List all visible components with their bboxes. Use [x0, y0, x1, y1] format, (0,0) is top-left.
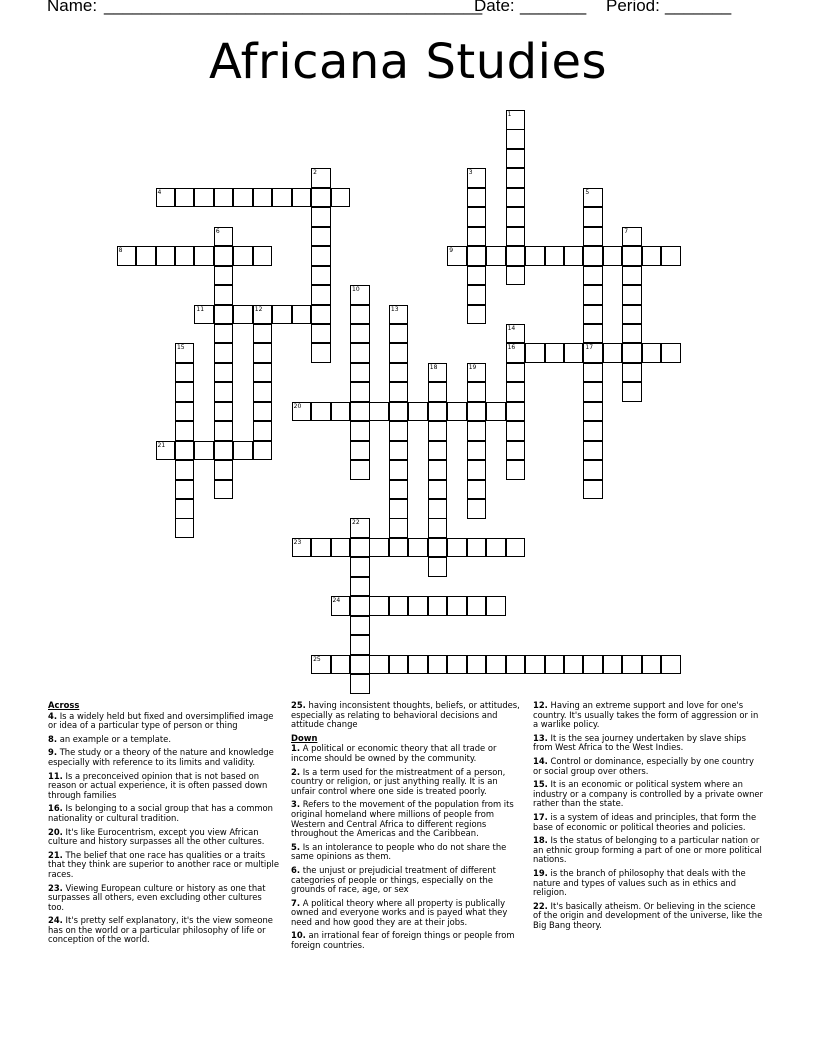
grid-cell[interactable]	[408, 538, 428, 558]
grid-cell[interactable]	[428, 382, 448, 402]
grid-cell[interactable]	[369, 402, 389, 422]
grid-cell[interactable]	[292, 188, 312, 208]
grid-cell[interactable]	[214, 305, 234, 325]
date-label: Date:	[474, 0, 515, 15]
grid-cell[interactable]	[175, 441, 195, 461]
grid-cell[interactable]	[467, 363, 487, 383]
clue-number-2: 2	[313, 169, 317, 177]
grid-cell[interactable]	[525, 655, 545, 675]
grid-cell[interactable]	[331, 538, 351, 558]
grid-cell[interactable]	[467, 480, 487, 500]
grid-cell[interactable]	[350, 518, 370, 538]
clue-number-7: 7	[624, 227, 629, 235]
grid-cell[interactable]	[311, 324, 331, 344]
grid-cell[interactable]	[350, 655, 370, 675]
grid-cell[interactable]	[272, 305, 292, 325]
grid-cell[interactable]	[389, 499, 409, 519]
grid-cell[interactable]	[583, 227, 603, 247]
grid-cell[interactable]	[389, 421, 409, 441]
grid-cell[interactable]	[350, 421, 370, 441]
period-line[interactable]: _______	[665, 0, 732, 15]
grid-cell[interactable]	[214, 480, 234, 500]
grid-cell[interactable]	[233, 305, 253, 325]
clue-down-1: 1. A political or economic theory that all trade or income should be owned by the community.	[291, 743, 497, 763]
clue-across-25: 25. having inconsistent thoughts, beliefs, or attitudes, especially as relating to behavioral decisions and attitude change	[291, 700, 520, 730]
grid-cell[interactable]	[428, 441, 448, 461]
grid-cell[interactable]	[175, 402, 195, 422]
clue-down-14: 14. Control or dominance, especially by one country or social group over others.	[533, 755, 754, 776]
grid-cell[interactable]	[175, 246, 195, 266]
grid-cell[interactable]	[622, 305, 642, 325]
grid-cell[interactable]	[447, 655, 467, 675]
grid-cell[interactable]	[525, 246, 545, 266]
grid-cell[interactable]	[467, 246, 487, 266]
grid-cell[interactable]	[583, 246, 603, 266]
grid-cell[interactable]	[194, 441, 214, 461]
clue-down-7: 7. A political theory where all property is publically owned and everyone works and is payed what they need and how good they are at their jobs.	[291, 897, 508, 927]
grid-cell[interactable]	[408, 655, 428, 675]
grid-cell[interactable]	[156, 441, 176, 461]
grid-cell[interactable]	[311, 343, 331, 363]
grid-cell[interactable]	[506, 382, 526, 402]
clue-number-25: 25	[313, 655, 321, 663]
grid-cell[interactable]	[486, 538, 506, 558]
grid-cell[interactable]	[506, 110, 526, 130]
grid-cell[interactable]	[467, 285, 487, 305]
grid-cell[interactable]	[583, 324, 603, 344]
clue-number-1: 1	[507, 111, 512, 118]
grid-cell[interactable]	[214, 382, 234, 402]
grid-cell[interactable]	[467, 538, 487, 558]
grid-cell[interactable]	[506, 227, 526, 247]
clue-down-19: 19. is the branch of philosophy that deals with the nature and types of values such as in ethics and religion.	[533, 867, 746, 898]
grid-cell[interactable]	[311, 538, 331, 558]
grid-cell[interactable]	[467, 655, 487, 675]
grid-cell[interactable]	[389, 343, 409, 363]
grid-cell[interactable]	[331, 188, 351, 208]
grid-cell[interactable]	[428, 421, 448, 441]
grid-cell[interactable]	[350, 557, 370, 577]
grid-cell[interactable]	[506, 266, 526, 286]
grid-cell[interactable]	[350, 343, 370, 363]
clue-number-13: 13	[390, 305, 399, 313]
grid-cell[interactable]	[233, 246, 253, 266]
grid-cell[interactable]	[350, 305, 370, 325]
grid-cell[interactable]	[467, 305, 487, 325]
clue-number-5: 5	[585, 188, 590, 196]
grid-cell[interactable]	[622, 285, 642, 305]
grid-cell[interactable]	[253, 441, 273, 461]
clue-number-15: 15	[176, 344, 185, 352]
clue-number-19: 19	[468, 363, 477, 371]
clue-number-12: 12	[254, 305, 263, 313]
grid-cell[interactable]	[156, 246, 176, 266]
grid-cell[interactable]	[292, 305, 312, 325]
grid-cell[interactable]	[583, 343, 603, 363]
grid-cell[interactable]	[350, 382, 370, 402]
grid-cell[interactable]	[661, 655, 681, 675]
grid-cell[interactable]	[545, 655, 565, 675]
grid-cell[interactable]	[253, 343, 273, 363]
grid-cell[interactable]	[506, 441, 526, 461]
clues-column-2	[291, 701, 523, 955]
grid-cell[interactable]	[253, 382, 273, 402]
grid-cell[interactable]	[175, 518, 195, 538]
grid-cell[interactable]	[545, 343, 565, 363]
clue-number-6: 6	[215, 227, 220, 235]
grid-cell[interactable]	[311, 285, 331, 305]
grid-cell[interactable]	[175, 460, 195, 480]
grid-cell[interactable]	[583, 655, 603, 675]
clue-number-11: 11	[196, 305, 205, 313]
clue-down-18: 18. Is the status of belonging to a particular nation or an ethnic group forming a part of one or more political nations.	[533, 835, 762, 865]
grid-cell[interactable]	[389, 480, 409, 500]
grid-cell[interactable]	[194, 188, 214, 208]
grid-cell[interactable]	[331, 596, 351, 616]
grid-cell[interactable]	[214, 343, 234, 363]
grid-cell[interactable]	[389, 363, 409, 383]
clue-number-18: 18	[429, 363, 438, 371]
grid-cell[interactable]	[369, 596, 389, 616]
name-label: Name:	[47, 0, 98, 15]
grid-cell[interactable]	[253, 305, 273, 325]
period-label: Period:	[606, 0, 660, 15]
clue-down-2: 2. Is a term used for the mistreatment of a person, country or religion, or just anything really. It is an unfair control where one side is treated poorly.	[291, 766, 506, 796]
clue-number-17: 17	[585, 344, 594, 352]
grid-cell[interactable]	[389, 305, 409, 325]
grid-cell[interactable]	[583, 421, 603, 441]
grid-cell[interactable]	[506, 129, 526, 149]
clue-number-4: 4	[157, 188, 162, 196]
grid-cell[interactable]	[214, 402, 234, 422]
grid-cell[interactable]	[583, 363, 603, 383]
clues-column-1	[48, 701, 280, 949]
clue-number-22: 22	[352, 519, 360, 527]
grid-cell[interactable]	[467, 460, 487, 480]
grid-cell[interactable]	[253, 402, 273, 422]
grid-cell[interactable]	[447, 402, 467, 422]
clue-number-10: 10	[352, 286, 360, 294]
clue-number-8: 8	[118, 247, 123, 255]
grid-cell[interactable]	[214, 246, 234, 266]
clue-down-10: 10. an irrational fear of foreign things or people from foreign countries.	[291, 930, 515, 951]
clue-number-3: 3	[468, 169, 473, 177]
grid-cell[interactable]	[253, 246, 273, 266]
grid-cell[interactable]	[622, 266, 642, 286]
clue-across-9: 9. The study or a theory of the nature and knowledge especially with reference to its limits and validity.	[48, 747, 274, 767]
clue-number-16: 16	[507, 344, 516, 352]
grid-cell[interactable]	[350, 577, 370, 597]
grid-cell[interactable]	[622, 246, 642, 266]
grid-cell[interactable]	[506, 324, 526, 344]
grid-cell[interactable]	[350, 441, 370, 461]
grid-cell[interactable]	[428, 499, 448, 519]
grid-cell[interactable]	[214, 460, 234, 480]
grid-cell[interactable]	[467, 188, 487, 208]
clue-number-23: 23	[293, 538, 302, 546]
grid-cell[interactable]	[447, 246, 467, 266]
grid-cell[interactable]	[467, 227, 487, 247]
grid-cell[interactable]	[506, 538, 526, 558]
clues-column-3	[533, 701, 765, 934]
clue-number-20: 20	[293, 402, 302, 410]
grid-cell[interactable]	[214, 324, 234, 344]
grid-cell[interactable]	[583, 480, 603, 500]
grid-cell[interactable]	[506, 655, 526, 675]
grid-cell[interactable]	[233, 441, 253, 461]
grid-cell[interactable]	[175, 421, 195, 441]
grid-cell[interactable]	[661, 246, 681, 266]
grid-cell[interactable]	[506, 460, 526, 480]
grid-cell[interactable]	[622, 382, 642, 402]
clue-down-12: 12. Having an extreme support and love for one's country. It's usually takes the form of aggression or in a warlike policy.	[533, 700, 759, 730]
grid-cell[interactable]	[428, 557, 448, 577]
grid-cell[interactable]	[467, 402, 487, 422]
grid-cell[interactable]	[311, 207, 331, 227]
grid-cell[interactable]	[214, 363, 234, 383]
clue-down-15: 15. It is an economic or political system where an industry or a company is controlled by a private owner rather than the state.	[533, 779, 763, 809]
grid-cell[interactable]	[603, 655, 623, 675]
grid-cell[interactable]	[175, 382, 195, 402]
grid-cell[interactable]	[389, 441, 409, 461]
grid-cell[interactable]	[583, 305, 603, 325]
grid-cell[interactable]	[350, 324, 370, 344]
grid-cell[interactable]	[467, 207, 487, 227]
clue-number-9: 9	[449, 247, 454, 255]
grid-cell[interactable]	[622, 363, 642, 383]
grid-cell[interactable]	[408, 596, 428, 616]
clue-across-23: 23. Viewing European culture or history as one that surpasses all others, even excluding other cultures too.	[48, 882, 266, 912]
grid-cell[interactable]	[506, 188, 526, 208]
clue-across-16: 16. Is belonging to a social group that has a common nationality or cultural tradition.	[48, 803, 273, 823]
clue-number-21: 21	[157, 441, 166, 449]
grid-cell[interactable]	[311, 655, 331, 675]
grid-cell[interactable]	[311, 168, 331, 188]
grid-cell[interactable]	[214, 227, 234, 247]
grid-cell[interactable]	[467, 421, 487, 441]
grid-cell[interactable]	[506, 149, 526, 169]
grid-cell[interactable]	[408, 402, 428, 422]
grid-cell[interactable]	[486, 655, 506, 675]
grid-cell[interactable]	[350, 538, 370, 558]
grid-cell[interactable]	[311, 227, 331, 247]
grid-cell[interactable]	[583, 382, 603, 402]
clue-across-20: 20. It's like Eurocentrism, except you view African culture and history surpasses all the other cultures.	[48, 826, 265, 847]
grid-cell[interactable]	[117, 246, 137, 266]
clue-down-5: 5. Is an intolerance to people who do not share the same opinions as them.	[291, 841, 507, 862]
grid-cell[interactable]	[428, 655, 448, 675]
grid-cell[interactable]	[350, 285, 370, 305]
clue-down-22: 22. It's basically atheism. Or believing in the science of the origin and development of the universe, like the Big Bang theory.	[533, 900, 763, 930]
grid-cell[interactable]	[486, 402, 506, 422]
grid-cell[interactable]	[506, 421, 526, 441]
grid-cell[interactable]	[369, 538, 389, 558]
grid-cell[interactable]	[175, 188, 195, 208]
grid-cell[interactable]	[467, 168, 487, 188]
grid-cell[interactable]	[447, 596, 467, 616]
down-heading: Down	[291, 732, 318, 743]
grid-cell[interactable]	[253, 324, 273, 344]
clue-across-24: 24. It's pretty self explanatory, it's the view someone has on the world or a particular philosophy of life or conception of the world.	[48, 915, 273, 945]
grid-cell[interactable]	[642, 655, 662, 675]
grid-cell[interactable]	[467, 266, 487, 286]
grid-cell[interactable]	[467, 596, 487, 616]
grid-cell[interactable]	[175, 343, 195, 363]
grid-cell[interactable]	[467, 382, 487, 402]
grid-cell[interactable]	[428, 402, 448, 422]
grid-cell[interactable]	[428, 480, 448, 500]
clue-across-21: 21. The belief that one race has qualities or a traits that they think are superior to another race or multiple races.	[48, 849, 280, 879]
page-title: Africana Studies	[208, 34, 608, 90]
grid-cell[interactable]	[214, 285, 234, 305]
grid-cell[interactable]	[583, 207, 603, 227]
grid-cell[interactable]	[389, 402, 409, 422]
grid-cell[interactable]	[350, 363, 370, 383]
clue-down-13: 13. It is the sea journey undertaken by slave ships from West Africa to the West Indies.	[533, 732, 746, 753]
grid-cell[interactable]	[564, 246, 584, 266]
grid-cell[interactable]	[253, 421, 273, 441]
grid-cell[interactable]	[214, 421, 234, 441]
grid-cell[interactable]	[350, 635, 370, 655]
grid-cell[interactable]	[194, 246, 214, 266]
grid-cell[interactable]	[369, 655, 389, 675]
grid-cell[interactable]	[428, 596, 448, 616]
grid-cell[interactable]	[292, 402, 312, 422]
grid-cell[interactable]	[486, 596, 506, 616]
grid-cell[interactable]	[506, 246, 526, 266]
grid-cell[interactable]	[583, 266, 603, 286]
grid-cell[interactable]	[564, 655, 584, 675]
grid-cell[interactable]	[447, 538, 467, 558]
grid-cell[interactable]	[506, 363, 526, 383]
grid-cell[interactable]	[583, 188, 603, 208]
grid-cell[interactable]	[214, 441, 234, 461]
grid-cell[interactable]	[311, 305, 331, 325]
grid-cell[interactable]	[331, 402, 351, 422]
grid-cell[interactable]	[214, 188, 234, 208]
grid-cell[interactable]	[428, 538, 448, 558]
grid-cell[interactable]	[428, 363, 448, 383]
grid-cell[interactable]	[506, 207, 526, 227]
grid-cell[interactable]	[350, 460, 370, 480]
grid-cell[interactable]	[583, 402, 603, 422]
grid-cell[interactable]	[603, 246, 623, 266]
clue-down-3: 3. Refers to the movement of the population from its original homeland where millions of people from Western and Central Africa to different regions throughout the Americas and the Caribbean.	[291, 799, 514, 839]
grid-cell[interactable]	[136, 246, 156, 266]
grid-cell[interactable]	[622, 655, 642, 675]
grid-cell[interactable]	[175, 499, 195, 519]
grid-cell[interactable]	[389, 538, 409, 558]
grid-cell[interactable]	[622, 324, 642, 344]
grid-cell[interactable]	[467, 499, 487, 519]
grid-cell[interactable]	[311, 246, 331, 266]
name-line[interactable]: ________________________________________	[104, 0, 483, 15]
grid-cell[interactable]	[506, 402, 526, 422]
grid-cell[interactable]	[467, 441, 487, 461]
grid-cell[interactable]	[506, 343, 526, 363]
grid-cell[interactable]	[389, 324, 409, 344]
clue-number-14: 14	[507, 324, 516, 332]
grid-cell[interactable]	[331, 655, 351, 675]
grid-cell[interactable]	[486, 246, 506, 266]
clue-number-24: 24	[332, 597, 341, 605]
grid-cell[interactable]	[350, 674, 370, 694]
grid-cell[interactable]	[642, 246, 662, 266]
date-line[interactable]: _______	[520, 0, 587, 15]
across-heading: Across	[48, 700, 80, 710]
clue-across-8: 8. an example or a template.	[48, 733, 171, 744]
grid-cell[interactable]	[175, 480, 195, 500]
grid-cell[interactable]	[214, 266, 234, 286]
grid-cell[interactable]	[525, 343, 545, 363]
grid-cell[interactable]	[622, 227, 642, 247]
grid-cell[interactable]	[389, 518, 409, 538]
grid-cell[interactable]	[350, 616, 370, 636]
clue-across-4: 4. Is a widely held but fixed and oversimplified image or idea of a particular type of person or thing	[48, 710, 274, 731]
grid-cell[interactable]	[194, 305, 214, 325]
grid-cell[interactable]	[545, 246, 565, 266]
grid-cell[interactable]	[583, 460, 603, 480]
clue-across-11: 11. Is a preconceived opinion that is not based on reason or actual experience, it is often passed down through families	[48, 770, 268, 800]
grid-cell[interactable]	[389, 655, 409, 675]
grid-cell[interactable]	[622, 343, 642, 363]
grid-cell[interactable]	[428, 518, 448, 538]
grid-cell[interactable]	[428, 460, 448, 480]
grid-cell[interactable]	[583, 441, 603, 461]
grid-cell[interactable]	[661, 343, 681, 363]
clue-down-6: 6. the unjust or prejudicial treatment of different categories of people or things, especially on the grounds of race, age, or sex	[291, 864, 496, 895]
grid-cell[interactable]	[350, 596, 370, 616]
clue-down-17: 17. is a system of ideas and principles, that form the base of economic or political theories and policies.	[533, 811, 757, 832]
grid-cell[interactable]	[389, 460, 409, 480]
grid-cell[interactable]	[253, 363, 273, 383]
grid-cell[interactable]	[603, 343, 623, 363]
grid-cell[interactable]	[564, 343, 584, 363]
grid-cell[interactable]	[233, 188, 253, 208]
grid-cell[interactable]	[506, 168, 526, 188]
grid-cell[interactable]	[389, 596, 409, 616]
grid-cell[interactable]	[156, 188, 176, 208]
grid-cell[interactable]	[311, 402, 331, 422]
grid-cell[interactable]	[253, 188, 273, 208]
grid-cell[interactable]	[175, 363, 195, 383]
grid-cell[interactable]	[292, 538, 312, 558]
grid-cell[interactable]	[350, 402, 370, 422]
grid-cell[interactable]	[389, 382, 409, 402]
grid-cell[interactable]	[311, 188, 331, 208]
grid-cell[interactable]	[272, 188, 292, 208]
grid-cell[interactable]	[311, 266, 331, 286]
grid-cell[interactable]	[642, 343, 662, 363]
grid-cell[interactable]	[583, 285, 603, 305]
